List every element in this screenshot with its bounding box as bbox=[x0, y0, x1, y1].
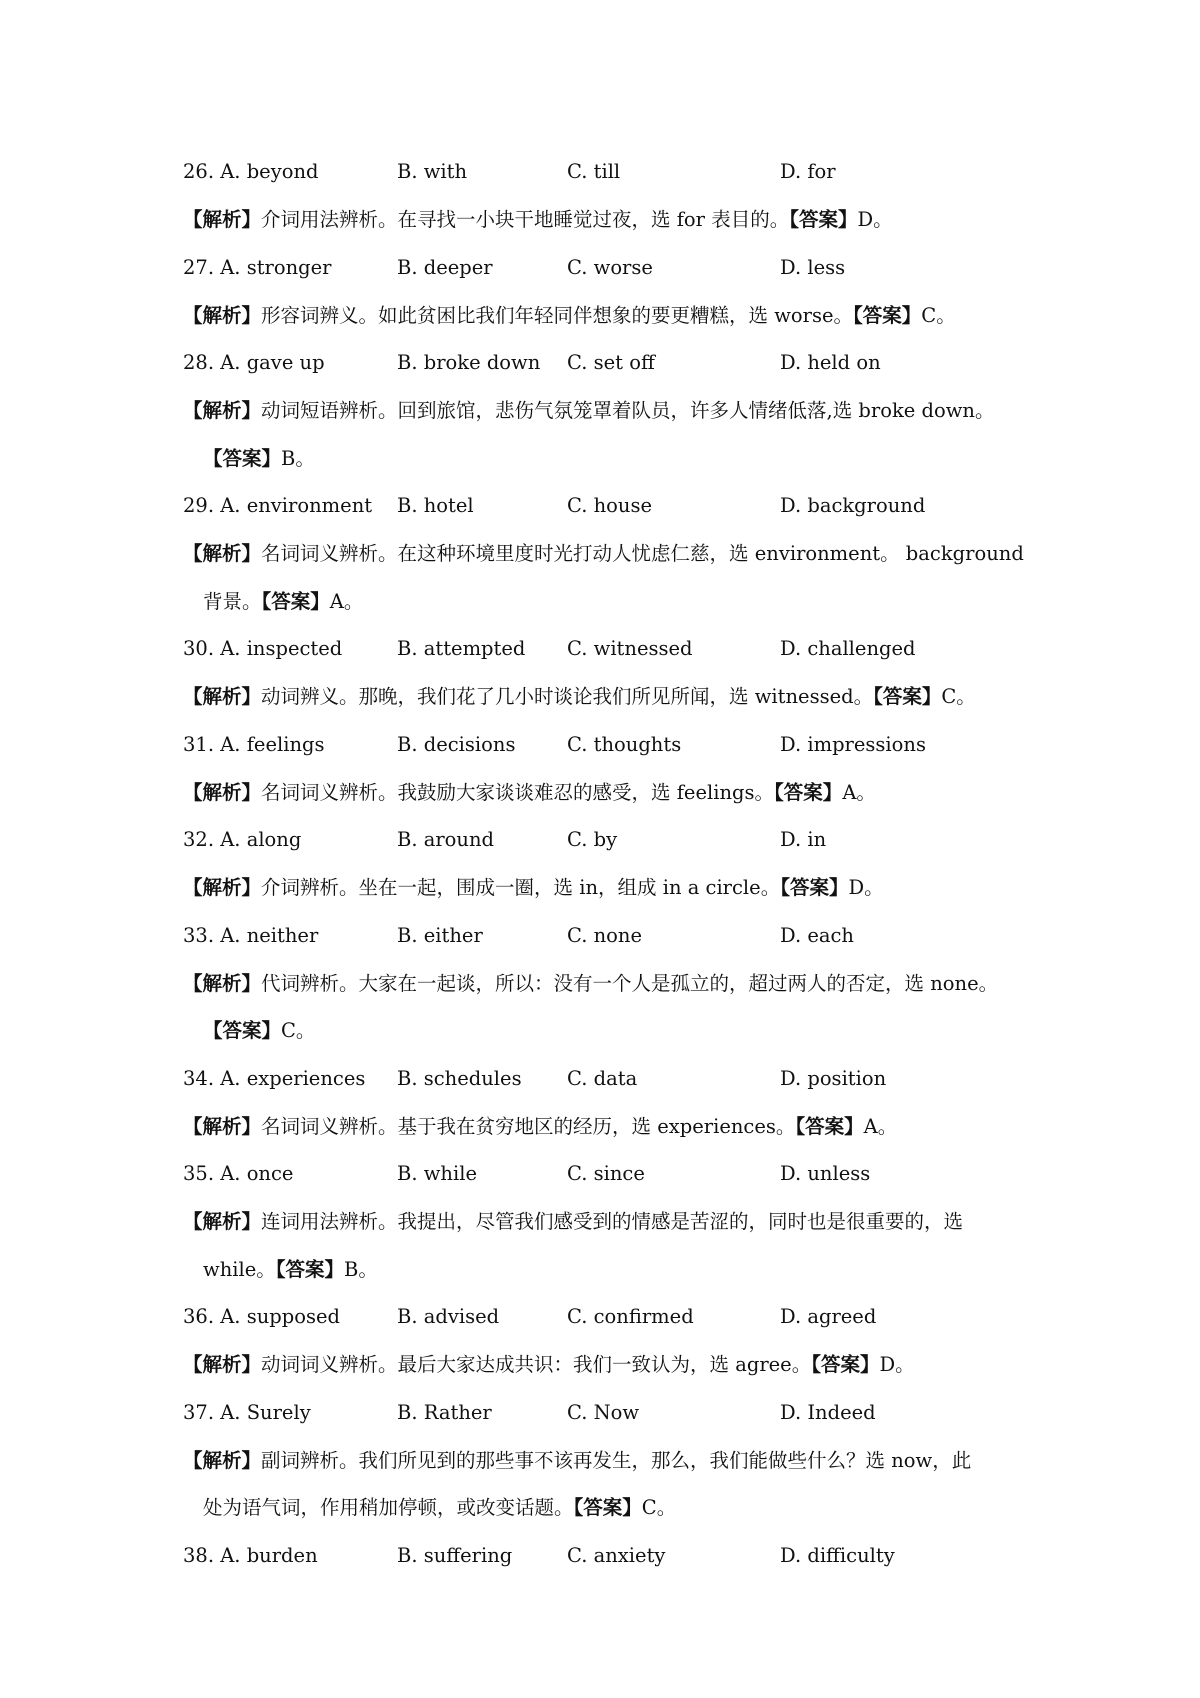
analysis-label: 【解析】 bbox=[183, 971, 262, 995]
option-c: C. anxiety bbox=[567, 1543, 666, 1567]
question-row bbox=[183, 1055, 1043, 1103]
question-row bbox=[183, 1150, 1043, 1198]
option-d: D. held on bbox=[780, 351, 881, 374]
explanation bbox=[183, 292, 1043, 340]
explanation bbox=[183, 196, 1043, 244]
option-d: D. less bbox=[780, 255, 846, 279]
option-b: B. Rather bbox=[397, 1400, 492, 1424]
answer-value: C。 bbox=[921, 303, 956, 327]
answer-label: 【答案】 bbox=[853, 303, 922, 327]
explanation-text: 名词词义辨析。在这种环境里度时光打动人忧虑仁慈，选 environment。 background bbox=[261, 542, 1024, 565]
explanation-text-2: while。 bbox=[203, 1257, 276, 1281]
question-row bbox=[183, 912, 1043, 960]
option-d: D. challenged bbox=[780, 637, 916, 660]
option-a: 30. A. inspected bbox=[183, 637, 343, 660]
option-a: 34. A. experiences bbox=[183, 1066, 366, 1090]
answer-value: A。 bbox=[863, 1114, 898, 1138]
explanation-continuation bbox=[183, 578, 1043, 626]
option-a: 33. A. neither bbox=[183, 923, 319, 947]
option-a: 38. A. burden bbox=[183, 1543, 318, 1567]
answer-value: D。 bbox=[857, 208, 893, 231]
option-b: B. while bbox=[397, 1162, 477, 1185]
explanation bbox=[183, 1437, 1043, 1532]
explanation-text: 介词辨析。坐在一起，围成一圈，选 in，组成 in a circle。 bbox=[261, 876, 781, 899]
question-row bbox=[183, 482, 1043, 530]
answer-label: 【答案】 bbox=[261, 589, 330, 613]
option-b: B. around bbox=[397, 828, 495, 851]
explanation-text: 副词辨析。我们所见到的那些事不该再发生，那么，我们能做些什么？选 now，此 bbox=[261, 1448, 972, 1472]
answer-value: A。 bbox=[329, 589, 364, 613]
option-b: B. attempted bbox=[397, 637, 526, 660]
answer-label: 【答案】 bbox=[203, 446, 282, 470]
explanation-continuation bbox=[183, 1484, 1043, 1532]
option-d: D. in bbox=[780, 828, 827, 851]
option-d: D. background bbox=[780, 494, 926, 517]
option-c: C. since bbox=[567, 1162, 645, 1185]
analysis-label: 【解析】 bbox=[183, 685, 262, 708]
explanation bbox=[183, 1103, 1043, 1151]
question-row bbox=[183, 1293, 1043, 1341]
answer-label: 【答案】 bbox=[789, 208, 858, 231]
option-a: 29. A. environment bbox=[183, 494, 373, 517]
option-a: 32. A. along bbox=[183, 828, 302, 851]
option-d: D. for bbox=[780, 160, 836, 183]
option-a: 31. A. feelings bbox=[183, 732, 325, 756]
answer-label: 【答案】 bbox=[795, 1114, 864, 1138]
option-b: B. advised bbox=[397, 1305, 500, 1328]
explanation-text: 介词用法辨析。在寻找一小块干地睡觉过夜，选 for 表目的。 bbox=[261, 208, 790, 231]
option-a: 37. A. Surely bbox=[183, 1400, 311, 1424]
explanation bbox=[183, 960, 1043, 1055]
option-a: 36. A. supposed bbox=[183, 1305, 340, 1328]
option-b: B. hotel bbox=[397, 494, 474, 517]
explanation-text: 名词词义辨析。我鼓励大家谈谈难忍的感受，选 feelings。 bbox=[261, 780, 775, 804]
option-b: B. suffering bbox=[397, 1543, 513, 1567]
question-row bbox=[183, 244, 1043, 292]
answer-value: C。 bbox=[281, 1019, 316, 1042]
answer-value: D。 bbox=[848, 876, 884, 899]
analysis-label: 【解析】 bbox=[183, 1114, 262, 1138]
explanation-continuation bbox=[183, 435, 1043, 483]
explanation-continuation bbox=[183, 1246, 1043, 1294]
option-b: B. broke down bbox=[397, 351, 541, 374]
option-c: C. worse bbox=[567, 255, 653, 279]
explanation-text-2: 背景。 bbox=[203, 589, 262, 613]
question-row bbox=[183, 148, 1043, 196]
option-a: 35. A. once bbox=[183, 1162, 294, 1185]
analysis-label: 【解析】 bbox=[183, 1353, 262, 1376]
option-d: D. unless bbox=[780, 1162, 871, 1185]
analysis-label: 【解析】 bbox=[183, 303, 262, 327]
explanation-text: 名词词义辨析。基于我在贫穷地区的经历，选 experiences。 bbox=[261, 1114, 796, 1138]
answer-label: 【答案】 bbox=[811, 1353, 880, 1376]
answer-value: C。 bbox=[641, 1496, 677, 1519]
analysis-label: 【解析】 bbox=[183, 1210, 262, 1233]
answer-value: A。 bbox=[842, 780, 876, 804]
option-d: D. each bbox=[780, 923, 854, 947]
option-d: D. agreed bbox=[780, 1305, 877, 1328]
option-a: 27. A. stronger bbox=[183, 255, 332, 279]
question-row bbox=[183, 816, 1043, 864]
analysis-label: 【解析】 bbox=[183, 208, 262, 231]
option-c: C. house bbox=[567, 494, 653, 517]
option-b: B. schedules bbox=[397, 1066, 522, 1090]
answer-value: D。 bbox=[879, 1353, 915, 1376]
answer-label: 【答案】 bbox=[275, 1257, 345, 1281]
question-row bbox=[183, 625, 1043, 673]
question-row bbox=[183, 1389, 1043, 1437]
option-b: B. either bbox=[397, 923, 483, 947]
option-c: C. till bbox=[567, 160, 621, 183]
explanation-text: 代词辨析。大家在一起谈，所以：没有一个人是孤立的，超过两人的否定，选 none。 bbox=[261, 971, 999, 995]
analysis-label: 【解析】 bbox=[183, 876, 262, 899]
option-a: 26. A. beyond bbox=[183, 160, 319, 183]
option-c: C. set off bbox=[567, 351, 655, 374]
option-c: C. none bbox=[567, 923, 643, 947]
option-d: D. impressions bbox=[780, 732, 926, 756]
answer-label: 【答案】 bbox=[573, 1496, 642, 1519]
option-d: D. position bbox=[780, 1066, 887, 1090]
option-c: C. witnessed bbox=[567, 637, 693, 660]
option-d: D. Indeed bbox=[780, 1400, 876, 1424]
option-c: C. thoughts bbox=[567, 732, 682, 756]
analysis-label: 【解析】 bbox=[183, 780, 262, 804]
option-c: C. data bbox=[567, 1066, 638, 1090]
answer-label: 【答案】 bbox=[203, 1019, 282, 1042]
explanation-text: 动词辨义。那晚，我们花了几小时谈论我们所见所闻，选 witnessed。 bbox=[261, 685, 874, 708]
option-b: B. deeper bbox=[397, 255, 493, 279]
explanation-continuation bbox=[183, 1007, 1043, 1055]
explanation bbox=[183, 864, 1043, 912]
option-d: D. difficulty bbox=[780, 1543, 895, 1567]
option-b: B. decisions bbox=[397, 732, 516, 756]
option-c: C. confirmed bbox=[567, 1305, 694, 1328]
explanation-text-2: 处为语气词，作用稍加停顿，或改变话题。 bbox=[203, 1496, 574, 1519]
answer-value: B。 bbox=[344, 1257, 378, 1281]
explanation-text: 动词短语辨析。回到旅馆，悲伤气氛笼罩着队员，许多人情绪低落,选 broke down。 bbox=[261, 399, 995, 422]
question-row bbox=[183, 721, 1043, 769]
question-row bbox=[183, 339, 1043, 387]
option-a: 28. A. gave up bbox=[183, 351, 325, 374]
option-c: C. Now bbox=[567, 1400, 640, 1424]
explanation-text: 连词用法辨析。我提出，尽管我们感受到的情感是苦涩的，同时也是很重要的，选 bbox=[261, 1210, 964, 1233]
question-row bbox=[183, 1532, 1043, 1580]
explanation bbox=[183, 769, 1043, 817]
explanation bbox=[183, 673, 1043, 721]
answer-label: 【答案】 bbox=[780, 876, 849, 899]
option-b: B. with bbox=[397, 160, 468, 183]
answer-label: 【答案】 bbox=[873, 685, 942, 708]
explanation bbox=[183, 1341, 1043, 1389]
analysis-label: 【解析】 bbox=[183, 542, 262, 565]
answer-value: B。 bbox=[281, 446, 315, 470]
explanation bbox=[183, 387, 1043, 482]
explanation-text: 形容词辨义。如此贫困比我们年轻同伴想象的要更糟糕，选 worse。 bbox=[261, 303, 854, 327]
explanation bbox=[183, 530, 1043, 625]
answer-label: 【答案】 bbox=[774, 780, 843, 804]
document-body bbox=[183, 148, 1043, 1580]
analysis-label: 【解析】 bbox=[183, 399, 262, 422]
option-c: C. by bbox=[567, 828, 618, 851]
explanation bbox=[183, 1198, 1043, 1293]
answer-value: C。 bbox=[941, 685, 976, 708]
analysis-label: 【解析】 bbox=[183, 1448, 262, 1472]
explanation-text: 动词词义辨析。最后大家达成共识：我们一致认为，选 agree。 bbox=[261, 1353, 812, 1376]
